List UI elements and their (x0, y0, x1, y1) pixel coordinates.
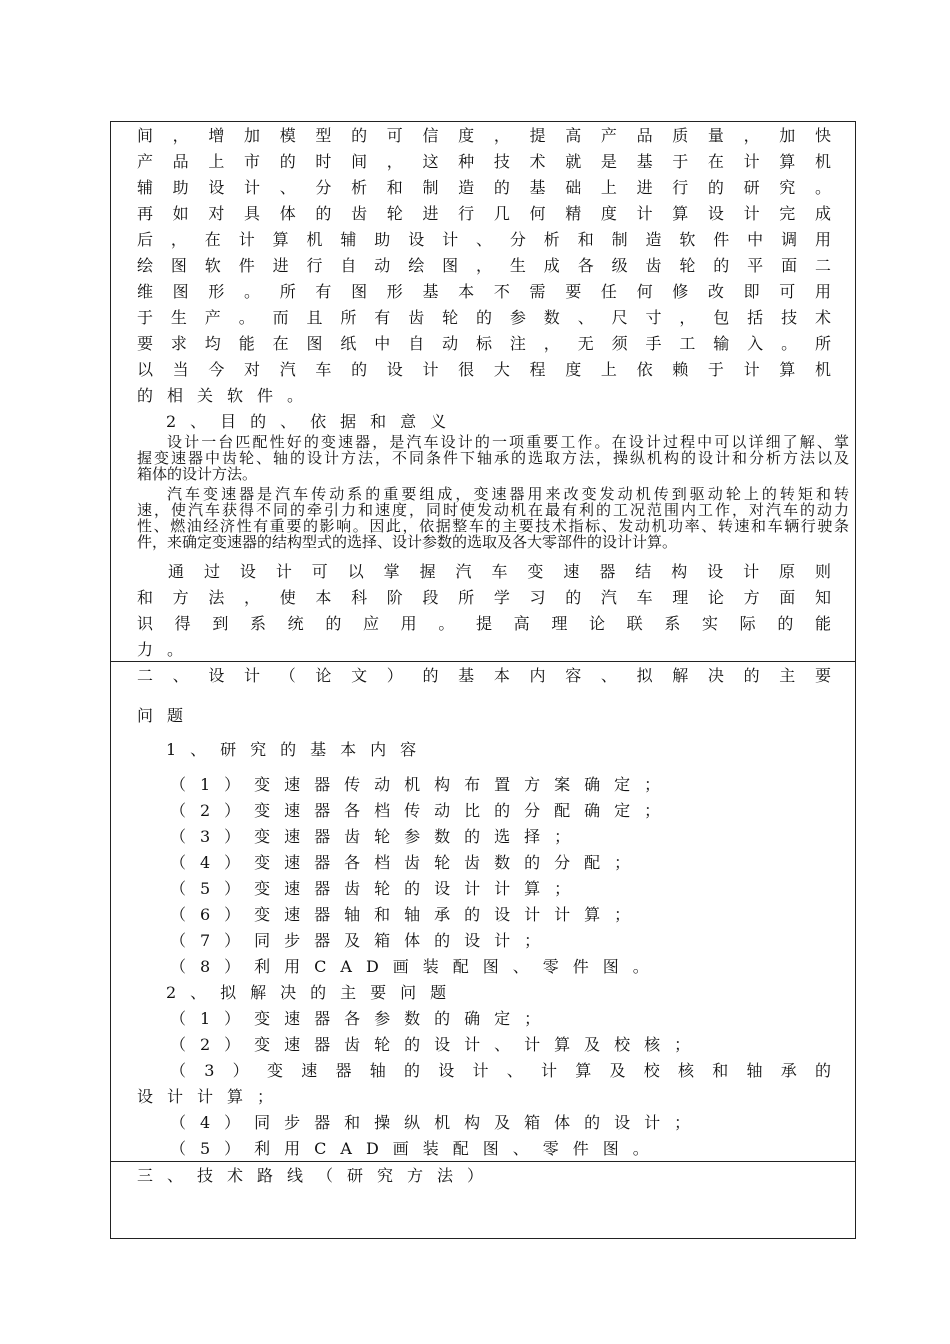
list-item: （2）变速器齿轮的设计、计算及校核； (170, 1035, 705, 1054)
text-line: 辅助设计、分析和制造的基础上进行的研究。 (137, 178, 831, 197)
row-divider-2 (110, 1161, 856, 1162)
subheading-basic-content: 1、研究的基本内容 (166, 740, 431, 759)
list-item: （1）变速器各参数的确定； (170, 1009, 555, 1028)
list-item: （5）利用CAD画装配图、零件图。 (170, 1139, 663, 1158)
text-line: 以当今对汽车的设计很大程度上依赖于计算机 (137, 360, 831, 379)
paragraph-2 (137, 486, 849, 550)
paragraph-1 (137, 434, 849, 482)
text-line: 力。 (137, 640, 198, 659)
list-item: （8）利用CAD画装配图、零件图。 (170, 957, 663, 976)
text-line: 汽车变速器是汽车传动系的重要组成，变速器用来改变发动机传到驱动轮上的转矩和转 (167, 485, 849, 503)
list-item: （4）变速器各档齿轮齿数的分配； (170, 853, 645, 872)
text-line: 通过设计可以掌握汽车变速器结构设计原则 (168, 562, 831, 581)
text-line: 握变速器中齿轮、轴的设计方法，不同条件下轴承的选取方法，操纵机构的设计和分析方法以及 (137, 449, 849, 467)
text-line: 的相关软件。 (137, 386, 318, 405)
text-line: 速，使汽车获得不同的牵引力和速度，同时使发动机在最有利的工况范围内工作，对汽车的动力 (137, 501, 849, 519)
list-item-cont: 设计计算； (137, 1087, 288, 1106)
text-line: 间，增加模型的可信度，提高产品质量，加快 (137, 126, 831, 145)
text-line: 件，来确定变速器的结构型式的选择、设计参数的选取及各大零部件的设计计算。 (137, 533, 678, 551)
text-line: 绘图软件进行自动绘图，生成各级齿轮的平面二 (137, 256, 831, 275)
text-line: 识得到系统的应用。提高理论联系实际的能 (137, 614, 831, 633)
list-item: （2）变速器各档传动比的分配确定； (170, 801, 675, 820)
text-line: 后，在计算机辅助设计、分析和制造软件中调用 (137, 230, 831, 249)
text-line: 产品上市的时间，这种技术就是基于在计算机 (137, 152, 831, 171)
list-item: （3）变速器齿轮参数的选择； (170, 827, 585, 846)
list-item: （4）同步器和操纵机构及箱体的设计； (170, 1113, 705, 1132)
section-2-heading: 二、设计（论文）的基本内容、拟解决的主要 (137, 666, 831, 685)
text-line: 要求均能在图纸中自动标注，无须手工输入。所 (137, 334, 831, 353)
text-line: 设计一台匹配性好的变速器，是汽车设计的一项重要工作。在设计过程中可以详细了解、掌 (167, 433, 849, 451)
list-item: （6）变速器轴和轴承的设计计算； (170, 905, 645, 924)
text-line: 再如对具体的齿轮进行几何精度计算设计完成 (137, 204, 831, 223)
list-item: （7）同步器及箱体的设计； (170, 931, 555, 950)
subheading-main-problems: 2、拟解决的主要问题 (166, 983, 461, 1002)
list-item: （1）变速器传动机构布置方案确定； (170, 775, 675, 794)
text-line: 维图形。所有图形基本不需要任何修改即可用 (137, 282, 831, 301)
section-2-heading-cont: 问题 (137, 706, 198, 725)
text-line: 性、燃油经济性有重要的影响。因此，依据整车的主要技术指标、发动机功率、转速和车辆行驶条 (137, 517, 849, 535)
row-divider-1 (110, 661, 856, 662)
text-line: 于生产。而且所有齿轮的参数、尺寸，包括技术 (137, 308, 831, 327)
text-line: 箱体的设计方法。 (137, 465, 258, 483)
text-line: 和方法，使本科阶段所学习的汽车理论方面知 (137, 588, 831, 607)
list-item: （3）变速器轴的设计、计算及校核和轴承的 (170, 1061, 831, 1080)
list-item: （5）变速器齿轮的设计计算； (170, 879, 585, 898)
subheading-purpose: 2、目的、依据和意义 (166, 412, 461, 431)
section-3-heading: 三、技术路线（研究方法） (137, 1166, 498, 1185)
